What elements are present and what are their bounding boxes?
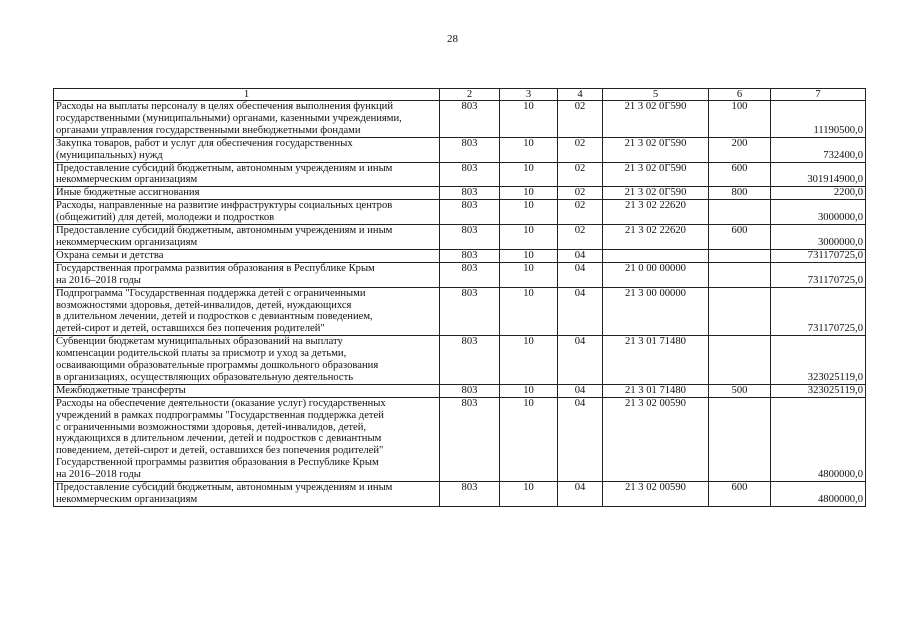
table-row	[54, 137, 866, 162]
amount-value: 3000000,0	[771, 200, 866, 225]
section-code: 10	[500, 249, 558, 262]
expense-type-code: 100	[709, 101, 771, 138]
section-code: 10	[500, 137, 558, 162]
target-article-code: 21 3 01 71480	[603, 336, 709, 385]
amount-value: 323025119,0	[771, 336, 866, 385]
subsection-code: 04	[558, 336, 603, 385]
row-name: Предоставление субсидий бюджетным, автономным учреждениям и иным некоммерческим организациям	[54, 482, 440, 507]
row-name: Подпрограмма "Государственная поддержка детей с ограниченными возможностями здоровья, детей-инвалидов, детей, нуждающихся в длительном лечении, детей и подростков с девиантным поведением, детей-сирот и детей, оставшихся без попечения родителей"	[54, 287, 440, 336]
ministry-code: 803	[440, 200, 500, 225]
column-header: 1	[54, 89, 440, 101]
expense-type-code	[709, 397, 771, 481]
budget-table	[53, 88, 866, 507]
table-row	[54, 397, 866, 481]
target-article-code: 21 3 00 00000	[603, 287, 709, 336]
section-code: 10	[500, 200, 558, 225]
target-article-code: 21 3 02 22620	[603, 225, 709, 250]
column-header: 7	[771, 89, 866, 101]
amount-value: 301914900,0	[771, 162, 866, 187]
target-article-code: 21 0 00 00000	[603, 262, 709, 287]
expense-type-code	[709, 200, 771, 225]
target-article-code: 21 3 02 00590	[603, 397, 709, 481]
ministry-code: 803	[440, 482, 500, 507]
target-article-code: 21 3 02 0Г590	[603, 137, 709, 162]
section-code: 10	[500, 162, 558, 187]
table-row	[54, 336, 866, 385]
ministry-code: 803	[440, 384, 500, 397]
amount-value: 731170725,0	[771, 249, 866, 262]
column-header: 6	[709, 89, 771, 101]
target-article-code: 21 3 02 0Г590	[603, 101, 709, 138]
subsection-code: 02	[558, 162, 603, 187]
expense-type-code: 500	[709, 384, 771, 397]
amount-value: 2200,0	[771, 187, 866, 200]
amount-value: 11190500,0	[771, 101, 866, 138]
subsection-code: 02	[558, 137, 603, 162]
row-name: Расходы на обеспечение деятельности (оказание услуг) государственных учреждений в рамках подпрограммы "Государственная поддержка детей с ограниченными возможностями здоровья, детей-инвалидов, детей, нуждающихся в длительном лечении, детей и подростков с девиантным поведением, детей-сирот и детей, оставшихся без попечения родителей" Государственной программы развития образования в Республике Крым на 2016–2018 годы	[54, 397, 440, 481]
column-header: 5	[603, 89, 709, 101]
section-code: 10	[500, 225, 558, 250]
budget-table-body	[54, 89, 866, 507]
row-name: Межбюджетные трансферты	[54, 384, 440, 397]
row-name: Охрана семьи и детства	[54, 249, 440, 262]
target-article-code: 21 3 02 0Г590	[603, 162, 709, 187]
amount-value: 731170725,0	[771, 262, 866, 287]
expense-type-code	[709, 262, 771, 287]
column-header: 3	[500, 89, 558, 101]
table-row	[54, 287, 866, 336]
page-number: 28	[447, 33, 458, 45]
section-code: 10	[500, 336, 558, 385]
amount-value: 4800000,0	[771, 397, 866, 481]
row-name: Иные бюджетные ассигнования	[54, 187, 440, 200]
section-code: 10	[500, 384, 558, 397]
row-name: Государственная программа развития образования в Республике Крым на 2016–2018 годы	[54, 262, 440, 287]
section-code: 10	[500, 482, 558, 507]
table-row	[54, 225, 866, 250]
amount-value: 732400,0	[771, 137, 866, 162]
column-number-row	[54, 89, 866, 101]
expense-type-code	[709, 287, 771, 336]
target-article-code: 21 3 01 71480	[603, 384, 709, 397]
ministry-code: 803	[440, 101, 500, 138]
ministry-code: 803	[440, 187, 500, 200]
subsection-code: 04	[558, 397, 603, 481]
ministry-code: 803	[440, 397, 500, 481]
expense-type-code: 600	[709, 162, 771, 187]
table-row	[54, 262, 866, 287]
amount-value: 3000000,0	[771, 225, 866, 250]
table-row	[54, 187, 866, 200]
section-code: 10	[500, 287, 558, 336]
row-name: Закупка товаров, работ и услуг для обеспечения государственных (муниципальных) нужд	[54, 137, 440, 162]
subsection-code: 02	[558, 225, 603, 250]
expense-type-code: 600	[709, 225, 771, 250]
subsection-code: 02	[558, 101, 603, 138]
ministry-code: 803	[440, 137, 500, 162]
amount-value: 4800000,0	[771, 482, 866, 507]
subsection-code: 04	[558, 482, 603, 507]
row-name: Расходы, направленные на развитие инфраструктуры социальных центров (общежитий) для детей, молодежи и подростков	[54, 200, 440, 225]
subsection-code: 04	[558, 249, 603, 262]
column-header: 4	[558, 89, 603, 101]
ministry-code: 803	[440, 249, 500, 262]
section-code: 10	[500, 262, 558, 287]
expense-type-code: 200	[709, 137, 771, 162]
expense-type-code: 600	[709, 482, 771, 507]
target-article-code	[603, 249, 709, 262]
section-code: 10	[500, 101, 558, 138]
subsection-code: 04	[558, 262, 603, 287]
row-name: Субвенции бюджетам муниципальных образований на выплату компенсации родительской платы за присмотр и уход за детьми, осваивающими образовательные программы дошкольного образования в организациях, осуществляющих образовательную деятельность	[54, 336, 440, 385]
row-name: Расходы на выплаты персоналу в целях обеспечения выполнения функций государственными (муниципальными) органами, казенными учреждениями, органами управления государственными внебюджетными фондами	[54, 101, 440, 138]
target-article-code: 21 3 02 0Г590	[603, 187, 709, 200]
table-row	[54, 482, 866, 507]
table-row	[54, 162, 866, 187]
subsection-code: 02	[558, 187, 603, 200]
table-row	[54, 200, 866, 225]
column-header: 2	[440, 89, 500, 101]
ministry-code: 803	[440, 287, 500, 336]
ministry-code: 803	[440, 336, 500, 385]
ministry-code: 803	[440, 262, 500, 287]
row-name: Предоставление субсидий бюджетным, автономным учреждениям и иным некоммерческим организациям	[54, 225, 440, 250]
subsection-code: 04	[558, 287, 603, 336]
subsection-code: 02	[558, 200, 603, 225]
expense-type-code: 800	[709, 187, 771, 200]
table-row	[54, 249, 866, 262]
table-row	[54, 101, 866, 138]
expense-type-code	[709, 249, 771, 262]
target-article-code: 21 3 02 22620	[603, 200, 709, 225]
section-code: 10	[500, 187, 558, 200]
section-code: 10	[500, 397, 558, 481]
ministry-code: 803	[440, 162, 500, 187]
subsection-code: 04	[558, 384, 603, 397]
row-name: Предоставление субсидий бюджетным, автономным учреждениям и иным некоммерческим организациям	[54, 162, 440, 187]
amount-value: 731170725,0	[771, 287, 866, 336]
target-article-code: 21 3 02 00590	[603, 482, 709, 507]
table-row	[54, 384, 866, 397]
ministry-code: 803	[440, 225, 500, 250]
amount-value: 323025119,0	[771, 384, 866, 397]
expense-type-code	[709, 336, 771, 385]
